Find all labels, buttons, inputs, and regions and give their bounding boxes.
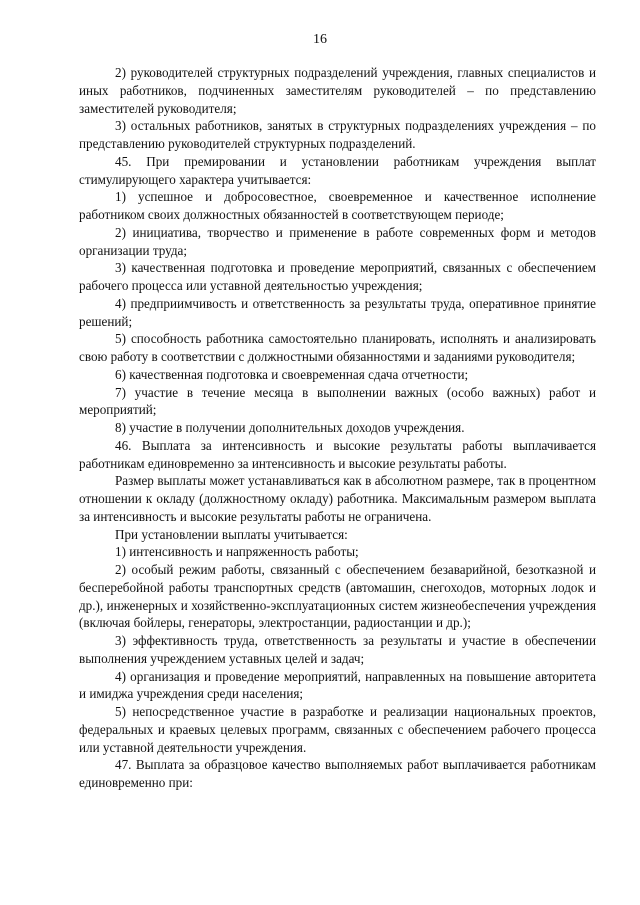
paragraph: 1) успешное и добросовестное, своевременное и качественное исполнение работником своих должностных обязанностей в соответствующем периоде; [79, 189, 596, 222]
paragraph: 3) качественная подготовка и проведение мероприятий, связанных с обеспечением рабочего процесса или уставной деятельностью учреждения; [79, 260, 596, 293]
paragraph: 3) остальных работников, занятых в структурных подразделениях учреждения – по представлению руководителей структурных подразделений. [79, 118, 596, 151]
paragraph: 47. Выплата за образцовое качество выполняемых работ выплачивается работникам единовременно при: [79, 757, 596, 790]
paragraph: 1) интенсивность и напряженность работы; [115, 544, 359, 560]
paragraph: 5) непосредственное участие в разработке и реализации национальных проектов, федеральных и краевых целевых программ, связанных с обеспечением рабочего процесса или уставной деятельности учреждения. [79, 704, 596, 755]
paragraph: 2) руководителей структурных подразделений учреждения, главных специалистов и иных работников, подчиненных заместителям руководителей – по представлению заместителей руководителя; [79, 65, 596, 116]
paragraph: 7) участие в течение месяца в выполнении важных (особо важных) работ и мероприятий; [79, 384, 596, 418]
paragraph: 46. Выплата за интенсивность и высокие результаты работы выплачивается работникам единовременно за интенсивность и высокие результаты работы. [79, 437, 596, 471]
paragraph: 6) качественная подготовка и своевременная сдача отчетности; [115, 366, 469, 382]
document-body [79, 64, 596, 792]
paragraph: При установлении выплаты учитывается: [115, 526, 348, 542]
page-number: 16 [313, 32, 327, 47]
paragraph: 2) инициатива, творчество и применение в работе современных форм и методов организации труда; [79, 224, 596, 258]
paragraph: Размер выплаты может устанавливаться как в абсолютном размере, так в процентном отношении к окладу (должностному окладу) работника. Максимальным размером выплата за интенсивность и высокие результаты работы не ограничена. [79, 473, 596, 524]
paragraph: 5) способность работника самостоятельно планировать, исполнять и анализировать свою работу в соответствии с должностными обязанностями и заданиями руководителя; [79, 331, 596, 364]
paragraph: 4) организация и проведение мероприятий, направленных на повышение авторитета и имиджа учреждения среди населения; [79, 668, 596, 702]
paragraph: 3) эффективность труда, ответственность за результаты и участие в обеспечении выполнения учреждением уставных целей и задач; [79, 633, 596, 666]
paragraph: 8) участие в получении дополнительных доходов учреждения. [115, 420, 465, 435]
paragraph: 45. При премировании и установлении работникам учреждения выплат стимулирующего характера учитывается: [79, 153, 596, 187]
paragraph: 4) предприимчивость и ответственность за результаты труда, оперативное принятие решений; [79, 295, 596, 329]
paragraph: 2) особый режим работы, связанный с обеспечением безаварийной, безотказной и бесперебойной работы транспортных средств (автомашин, снегоходов, моторных лодок и др.), инженерных и хозяйственно-эксплуатационных систем жизнеобеспечения учреждения (включая бойлеры, генераторы, электростанции, радиостанции и др.); [79, 562, 596, 631]
